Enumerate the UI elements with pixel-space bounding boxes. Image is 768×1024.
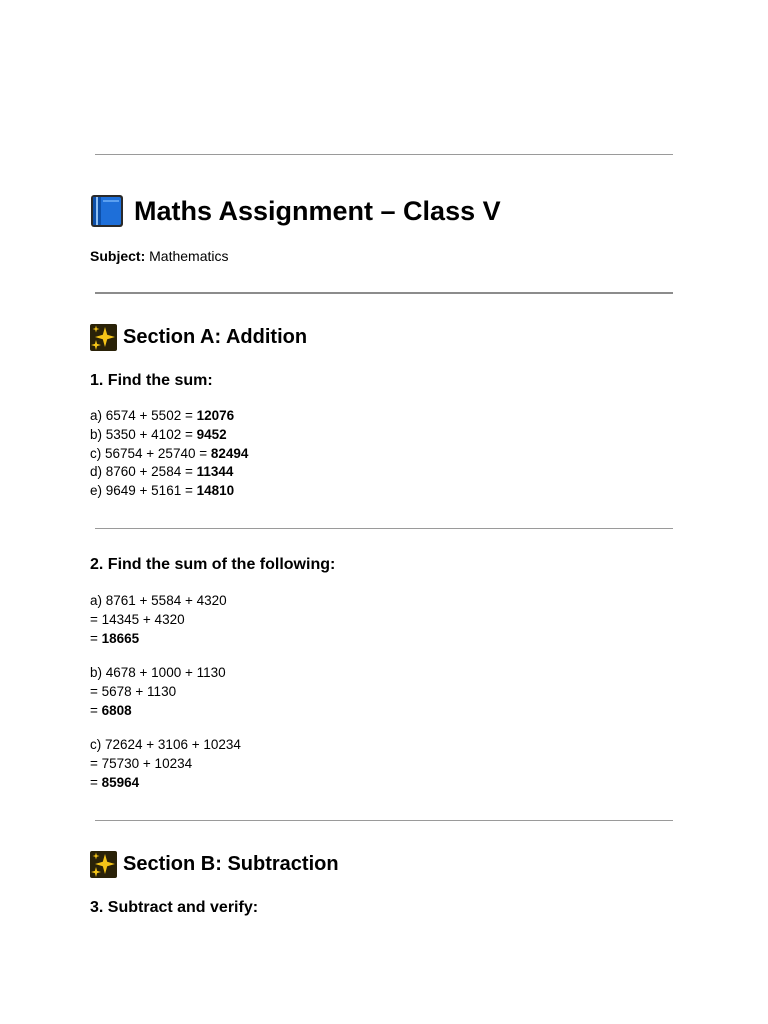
blue-book-icon xyxy=(90,194,124,228)
question-heading: 1. Find the sum: xyxy=(90,372,213,389)
section-b-heading xyxy=(90,850,339,878)
answer: 6808 xyxy=(101,702,132,718)
q2-part-c xyxy=(90,736,241,792)
q2-part-b xyxy=(90,664,226,720)
horizontal-rule xyxy=(95,820,673,821)
result-line xyxy=(90,630,227,649)
horizontal-rule xyxy=(95,528,673,529)
working-line: b) 4678 + 1000 + 1130 xyxy=(90,665,226,680)
list-item xyxy=(90,445,248,464)
equals-sign: = xyxy=(90,702,102,718)
answer: 14810 xyxy=(196,483,235,499)
expression: a) 6574 + 5502 = xyxy=(90,408,197,423)
expression: b) 5350 + 4102 = xyxy=(90,426,197,442)
equals-sign: = xyxy=(90,774,102,790)
working-line: c) 72624 + 3106 + 10234 xyxy=(90,737,241,752)
answer: 12076 xyxy=(196,408,235,423)
horizontal-rule xyxy=(95,154,673,155)
expression: d) 8760 + 2584 = xyxy=(90,464,197,480)
result-line xyxy=(90,774,241,793)
working-line: = 14345 + 4320 xyxy=(90,611,185,627)
answer: 9452 xyxy=(196,426,227,442)
question-heading: 2. Find the sum of the following: xyxy=(90,556,336,573)
result-line xyxy=(90,702,226,721)
list-item xyxy=(90,482,248,501)
list-item xyxy=(90,407,248,426)
horizontal-rule xyxy=(95,292,673,294)
list-item xyxy=(90,463,248,482)
answer: 85964 xyxy=(101,774,140,790)
subject-label: Subject: xyxy=(90,248,146,264)
section-a-heading xyxy=(90,323,307,351)
equals-sign: = xyxy=(90,630,102,646)
q2-part-a xyxy=(90,592,227,648)
page-title: Maths Assignment – Class V xyxy=(134,195,501,226)
subject-value: Mathematics xyxy=(149,248,229,264)
answer: 82494 xyxy=(210,445,249,461)
expression: c) 56754 + 25740 = xyxy=(90,445,211,461)
answer: 18665 xyxy=(101,630,140,646)
working-line: = 75730 + 10234 xyxy=(90,755,193,771)
sparkles-icon xyxy=(90,851,117,878)
list-item xyxy=(90,426,248,445)
working-line: a) 8761 + 5584 + 4320 xyxy=(90,593,227,608)
working-line: = 5678 + 1130 xyxy=(90,683,177,699)
section-title: Section B: Subtraction xyxy=(123,852,339,875)
section-title: Section A: Addition xyxy=(123,325,308,348)
expression: e) 9649 + 5161 = xyxy=(90,483,197,499)
question-heading: 3. Subtract and verify: xyxy=(90,899,259,916)
subject-line xyxy=(90,248,228,264)
sparkles-icon xyxy=(90,324,117,351)
q1-answer-list xyxy=(90,407,248,501)
title-row xyxy=(90,192,501,230)
answer: 11344 xyxy=(196,464,234,480)
